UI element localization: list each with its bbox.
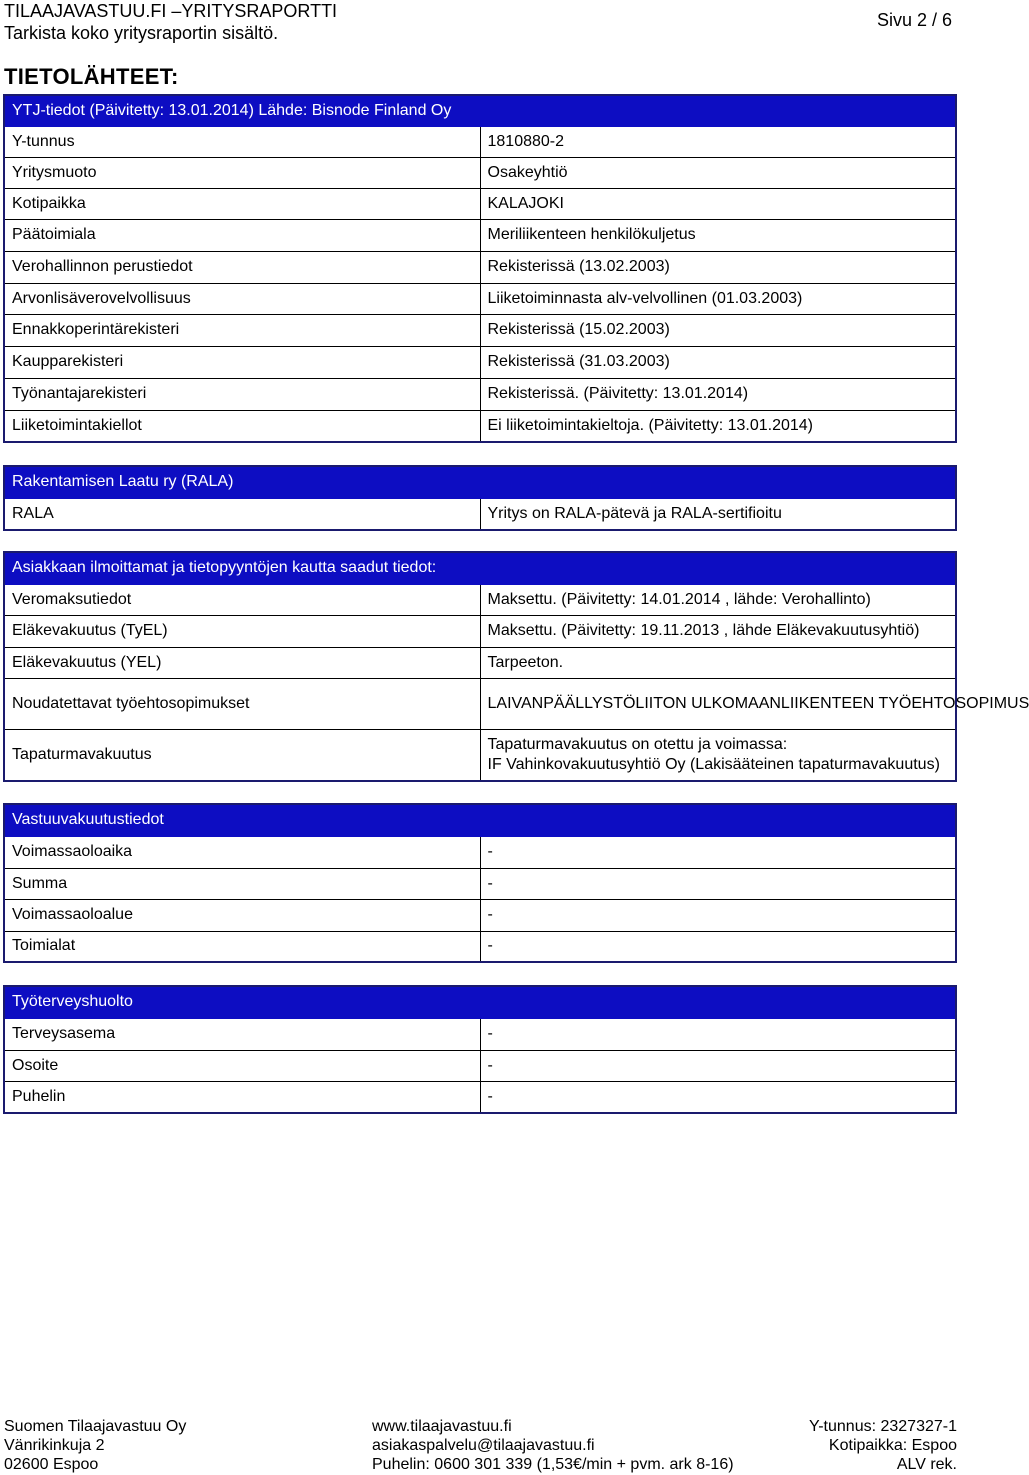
row-value: Osakeyhtiö: [480, 157, 956, 188]
row-label: Y-tunnus: [4, 126, 480, 157]
row-value: Rekisterissä. (Päivitetty: 13.01.2014): [480, 378, 956, 410]
table-row: [4, 584, 956, 615]
row-label: Noudatettavat työehtosopimukset: [4, 678, 480, 729]
tapaturma-line-2: IF Vahinkovakuutusyhtiö Oy (Lakisääteinen tapaturmavakuutus): [487, 755, 940, 773]
table-row: [4, 157, 956, 188]
row-value: Meriliikenteen henkilökuljetus: [480, 219, 956, 251]
table-row: [4, 410, 956, 442]
row-value: 1810880-2: [480, 126, 956, 157]
report-title: TILAAJAVASTUU.FI –YRITYSRAPORTTI: [4, 1, 338, 21]
row-label: Ennakkoperintärekisteri: [4, 314, 480, 346]
row-value: -: [480, 1081, 956, 1113]
row-value: -: [480, 1050, 956, 1081]
ytj-heading: YTJ-tiedot (Päivitetty: 13.01.2014) Lähde: Bisnode Finland Oy: [4, 95, 956, 126]
tapaturma-line-1: Tapaturmavakuutus on otettu ja voimassa:: [487, 735, 788, 753]
row-label: Kaupparekisteri: [4, 346, 480, 378]
page-number: Sivu 2 / 6: [876, 10, 952, 30]
footer-line: ALV rek.: [896, 1456, 957, 1473]
row-label: Puhelin: [4, 1081, 480, 1113]
row-label: Työnantajarekisteri: [4, 378, 480, 410]
row-label: Verohallinnon perustiedot: [4, 251, 480, 283]
footer-contact: [372, 1417, 734, 1474]
row-value: Rekisterissä (15.02.2003): [480, 314, 956, 346]
rala-table: [3, 465, 957, 531]
table-row: [4, 899, 956, 931]
report-subtitle: Tarkista koko yritysraportin sisältö.: [4, 23, 279, 43]
row-value: Liiketoiminnasta alv-velvollinen (01.03.2003): [480, 283, 956, 314]
tyoterveys-table: [3, 985, 957, 1114]
table-row: [4, 868, 956, 899]
asiakas-heading: Asiakkaan ilmoittamat ja tietopyyntöjen kautta saadut tiedot:: [4, 552, 956, 584]
table-row: [4, 615, 956, 647]
row-value: -: [480, 931, 956, 962]
footer-line: Kotipaikka: Espoo: [828, 1437, 957, 1454]
footer-website-link[interactable]: www.tilaajavastuu.fi: [372, 1418, 512, 1435]
footer-line: Suomen Tilaajavastuu Oy: [4, 1418, 187, 1435]
vastuu-table: [3, 803, 957, 963]
tyoterveys-heading: Työterveyshuolto: [4, 986, 956, 1018]
footer-registration: [809, 1417, 957, 1474]
row-label: Voimassaoloalue: [4, 899, 480, 931]
section-title: TIETOLÄHTEET:: [4, 64, 179, 89]
ytj-table: [3, 94, 957, 443]
table-row: [4, 283, 956, 314]
row-label: Kotipaikka: [4, 188, 480, 219]
row-label: Eläkevakuutus (YEL): [4, 647, 480, 678]
row-value: Yritys on RALA-pätevä ja RALA-sertifioitu: [480, 498, 956, 530]
row-value: Maksettu. (Päivitetty: 19.11.2013 , lähde Eläkevakuutusyhtiö): [480, 615, 956, 647]
table-row: [4, 346, 956, 378]
row-label: Terveysasema: [4, 1018, 480, 1050]
row-label: Liiketoimintakiellot: [4, 410, 480, 442]
asiakas-table: [3, 551, 1029, 782]
table-row: [4, 1050, 956, 1081]
table-row: [4, 1018, 956, 1050]
table-row: [4, 729, 956, 781]
row-label: Osoite: [4, 1050, 480, 1081]
row-label: Eläkevakuutus (TyEL): [4, 615, 480, 647]
row-value: Tarpeeton.: [480, 647, 956, 678]
row-value: LAIVANPÄÄLLYSTÖLIITON ULKOMAANLIIKENTEEN TYÖEHTOSOPIMUS: [480, 678, 956, 729]
footer-email-link[interactable]: asiakaspalvelu@tilaajavastuu.fi: [372, 1437, 595, 1454]
row-value: KALAJOKI: [480, 188, 956, 219]
table-row: [4, 647, 956, 678]
row-value: -: [480, 899, 956, 931]
footer-line: Y-tunnus: 2327327-1: [809, 1418, 957, 1435]
table-row: [4, 836, 956, 868]
report-header: [4, 0, 337, 44]
row-label: Päätoimiala: [4, 219, 480, 251]
row-label: Arvonlisäverovelvollisuus: [4, 283, 480, 314]
footer-line: Vänrikinkuja 2: [4, 1437, 105, 1454]
table-row: [4, 678, 956, 729]
table-row: [4, 219, 956, 251]
row-value: -: [480, 1018, 956, 1050]
row-label: Yritysmuoto: [4, 157, 480, 188]
table-row: [4, 251, 956, 283]
row-label: Summa: [4, 868, 480, 899]
row-value: -: [480, 836, 956, 868]
row-value: Rekisterissä (13.02.2003): [480, 251, 956, 283]
row-label: Tapaturmavakuutus: [4, 729, 480, 781]
table-row: [4, 378, 956, 410]
table-row: [4, 188, 956, 219]
vastuu-heading: Vastuuvakuutustiedot: [4, 804, 956, 836]
footer-line: Puhelin: 0600 301 339 (1,53€/min + pvm. ark 8-16): [372, 1456, 734, 1473]
row-label: Veromaksutiedot: [4, 584, 480, 615]
row-label: RALA: [4, 498, 480, 530]
footer-line: 02600 Espoo: [4, 1456, 99, 1473]
rala-heading: Rakentamisen Laatu ry (RALA): [4, 466, 956, 498]
table-row: [4, 931, 956, 962]
table-row: [4, 498, 956, 530]
row-value: Ei liiketoimintakieltoja. (Päivitetty: 13.01.2014): [480, 410, 956, 442]
table-row: [4, 126, 956, 157]
table-row: [4, 1081, 956, 1113]
row-value: -: [480, 868, 956, 899]
row-value: [480, 729, 956, 781]
footer-company: [4, 1417, 186, 1474]
row-value: Maksettu. (Päivitetty: 14.01.2014 , lähde: Verohallinto): [480, 584, 956, 615]
row-value: Rekisterissä (31.03.2003): [480, 346, 956, 378]
row-label: Voimassaoloaika: [4, 836, 480, 868]
table-row: [4, 314, 956, 346]
row-label: Toimialat: [4, 931, 480, 962]
